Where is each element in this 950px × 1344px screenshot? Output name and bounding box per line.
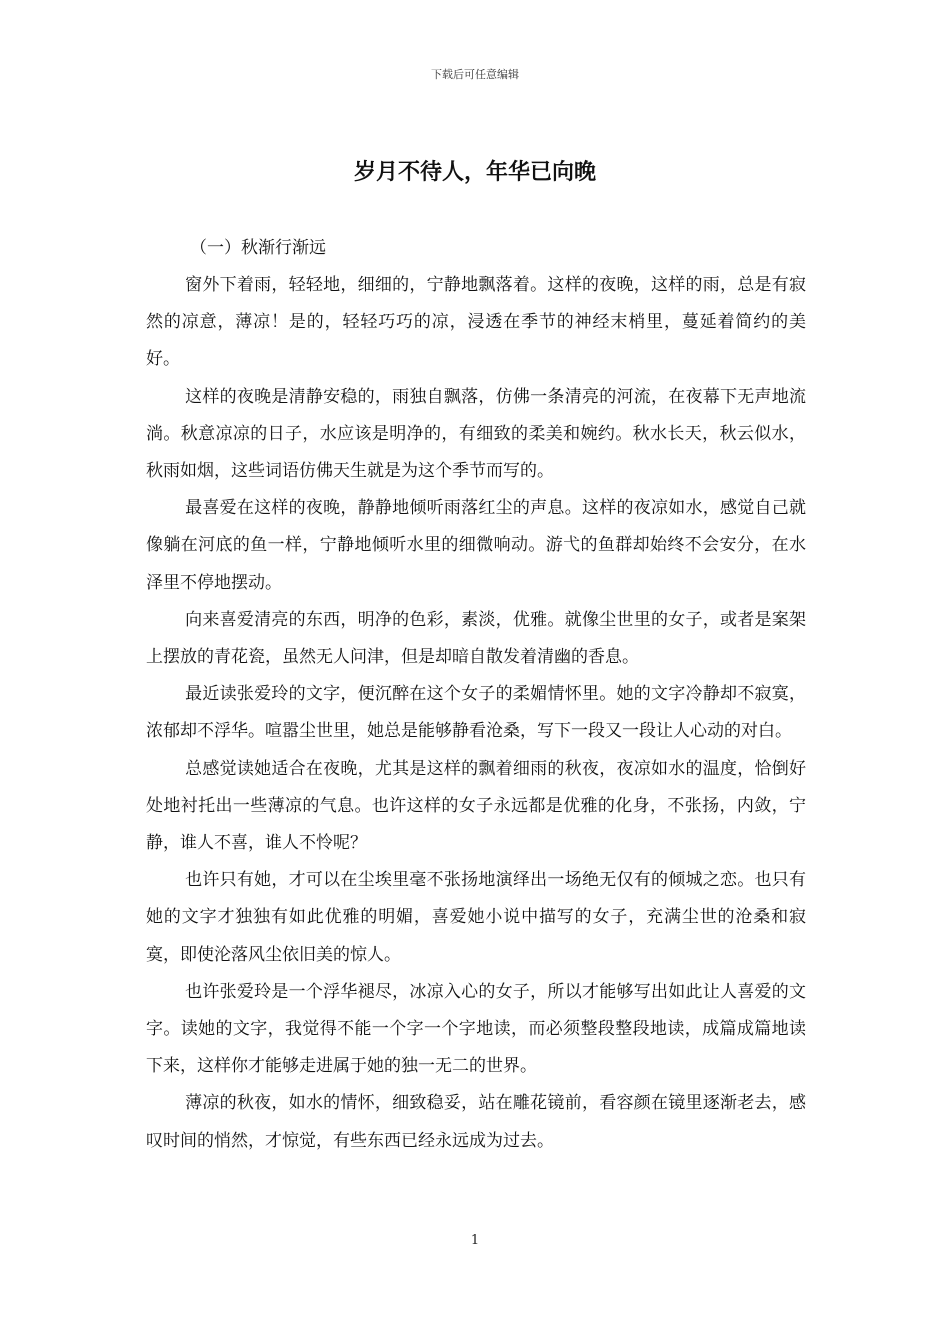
paragraph: 也许张爱玲是一个浮华褪尽，冰凉入心的女子，所以才能够写出如此让人喜爱的文字。读她的文字，我觉得不能一个字一个字地读，而必须整段整段地读，成篇成篇地读下来，这样你才能够走进属于她的独一无二的世界。: [146, 981, 806, 1077]
document-title: 岁月不待人，年华已向晚: [353, 160, 596, 185]
paragraph: 窗外下着雨，轻轻地，细细的，宁静地飘落着。这样的夜晚，这样的雨，总是有寂然的凉意，薄凉！是的，轻轻巧巧的凉，浸透在季节的神经末梢里，蔓延着简约的美好。: [146, 275, 806, 370]
paragraph: 也许只有她，才可以在尘埃里毫不张扬地演绎出一场绝无仅有的倾城之恋。也只有她的文字才独独有如此优雅的明媚，喜爱她小说中描写的女子，充满尘世的沧桑和寂寞，即使沦落风尘依旧美的惊人。: [146, 870, 806, 965]
paragraph: 向来喜爱清亮的东西，明净的色彩，素淡，优雅。就像尘世里的女子，或者是案架上摆放的青花瓷，虽然无人问津，但是却暗自散发着清幽的香息。: [146, 609, 806, 668]
section-heading: （一）秋渐行渐远: [190, 238, 326, 258]
paragraph: 这样的夜晚是清静安稳的，雨独自飘落，仿佛一条清亮的河流，在夜幕下无声地流淌。秋意凉凉的日子，水应该是明净的，有细致的柔美和婉约。秋水长天，秋云似水，秋雨如烟，这些词语仿佛天生就是为这个季节而写的。: [146, 386, 806, 482]
paragraph: 薄凉的秋夜，如水的情怀，细致稳妥，站在雕花镜前，看容颜在镜里逐渐老去，感叹时间的悄然，才惊觉，有些东西已经永远成为过去。: [146, 1093, 806, 1151]
paragraph: 最近读张爱玲的文字，便沉醉在这个女子的柔媚情怀里。她的文字冷静却不寂寞，浓郁却不浮华。喧嚣尘世里，她总是能够静看沧桑，写下一段又一段让人心动的对白。: [146, 684, 806, 742]
body-text: [146, 230, 806, 1160]
paragraph: 总感觉读她适合在夜晚，尤其是这样的飘着细雨的秋夜，夜凉如水的温度，恰倒好处地衬托出一些薄凉的气息。也许这样的女子永远都是优雅的化身，不张扬，内敛，宁静，谁人不喜，谁人不怜呢？: [146, 758, 806, 854]
header-note: 下载后可任意编辑: [431, 68, 519, 81]
page-number: 1: [470, 1233, 480, 1248]
paragraph: 最喜爱在这样的夜晚，静静地倾听雨落红尘的声息。这样的夜凉如水，感觉自己就像躺在河底的鱼一样，宁静地倾听水里的细微响动。游弋的鱼群却始终不会安分，在水泽里不停地摆动。: [146, 498, 806, 593]
